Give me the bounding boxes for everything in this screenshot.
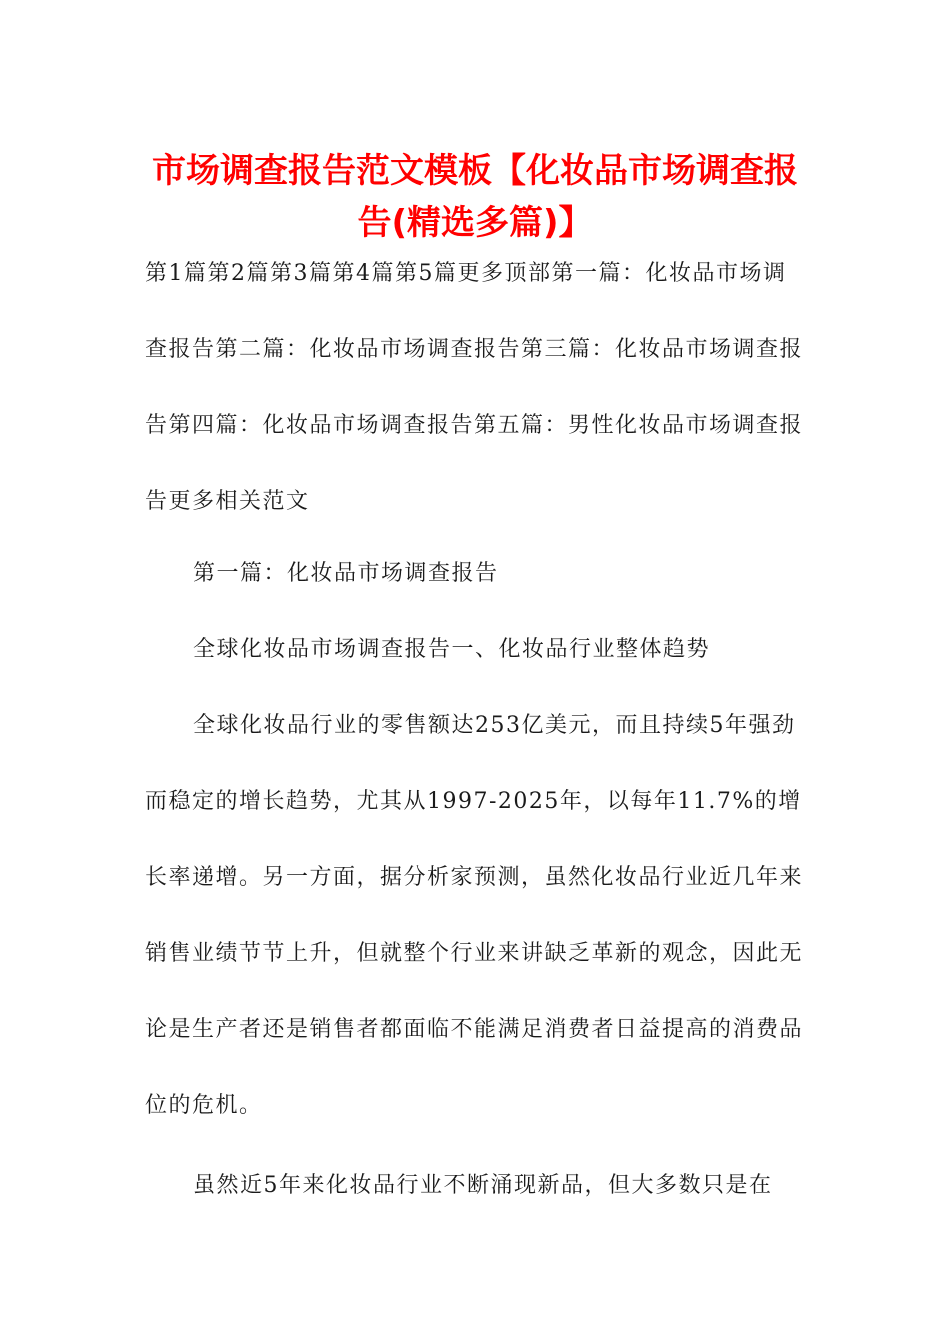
document-title: 市场调查报告范文模板【化妆品市场调查报告(精选多篇)】 <box>152 151 798 243</box>
body-paragraph-2: 虽然近5年来化妆品行业不断涌现新品，但大多数只是在 <box>193 1173 773 1198</box>
toc-paragraph: 第1篇第2篇第3篇第4篇第5篇更多顶部第一篇：化妆品市场调查报告第二篇：化妆品市场调查报告第三篇：化妆品市场调查报告第四篇：化妆品市场调查报告第五篇：男性化妆品市场调查报告更多相关范文 <box>145 261 804 514</box>
body-paragraph-1: 全球化妆品行业的零售额达253亿美元，而且持续5年强劲而稳定的增长趋势，尤其从1997-2025年，以每年11.7%的增长率递增。另一方面，据分析家预测，虽然化妆品行业近几年来销售业绩节节上升，但就整个行业来讲缺乏革新的观念，因此无论是生产者还是销售者都面临不能满足消费者日益提高的消费品位的危机。 <box>145 713 804 1118</box>
section-heading: 第一篇：化妆品市场调查报告 <box>193 561 499 586</box>
subheading: 全球化妆品市场调查报告一、化妆品行业整体趋势 <box>193 637 711 662</box>
